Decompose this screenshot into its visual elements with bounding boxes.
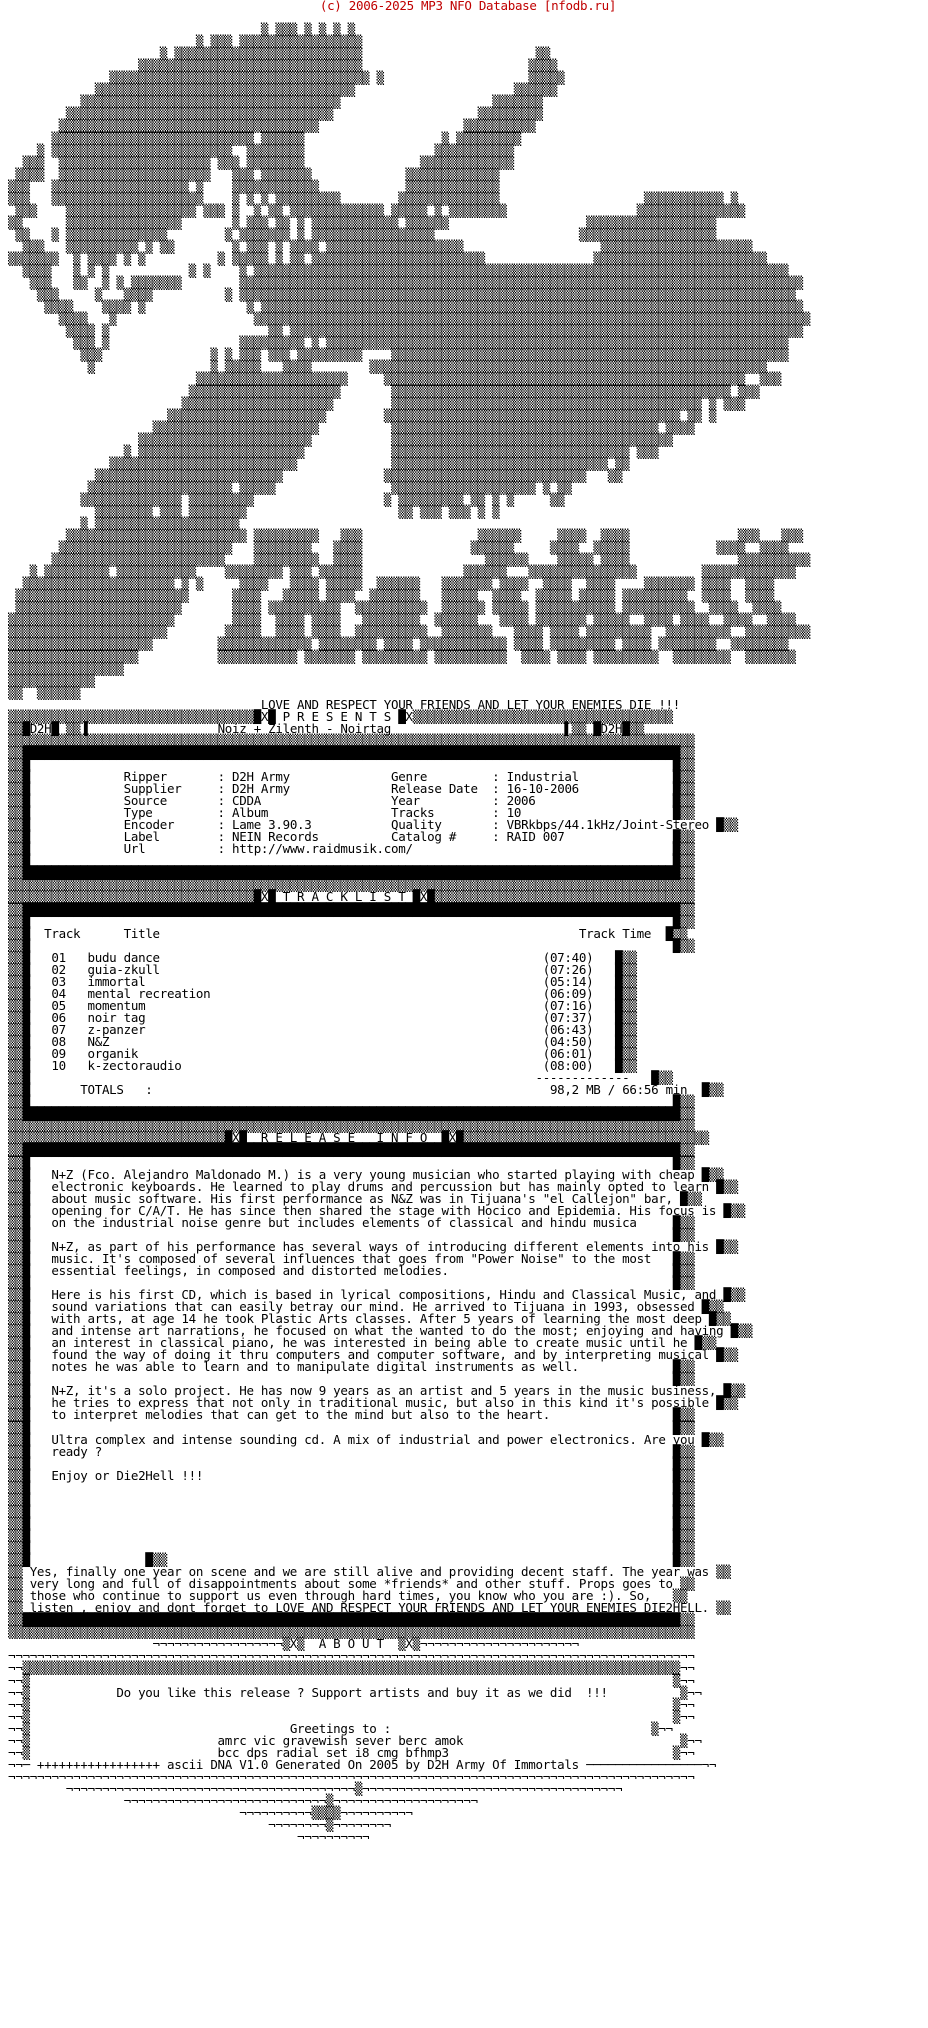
release-info-line: about music software. His first performance as N&Z was in Tijuana's "el Callejon" bar, — [51, 1190, 673, 1206]
release-info-line: found the way of doing it thru computers and computer software, and by interpreting musical — [51, 1347, 709, 1363]
closing-line: Yes, finally one year on scene and we are still alive and providing decent staff. The year was — [29, 1564, 709, 1580]
footer-text: ascii DNA V1.0 Generated On 2005 by D2H Army Of Immortals — [166, 1756, 579, 1772]
logo-line: ▒▒▒▒▒▒▒▒▒▒▒▒▒▒▒▒▒▒▒▒▒▒▒ ▒▒▒▒ ▒▒▒▒ ▒▒▒▒ ▒▒▒▒▒▒▒▒ ▒▒▒▒▒▒ ▒▒▒▒ ▒▒▒▒▒▒▒ ▒▒▒▒▒ ▒▒▒▒ ▒▒▒▒ ▒▒▒▒ ▒▒▒▒ — [8, 612, 796, 628]
logo-line: ▒▒▒▒ ▒ ▒ ▒ ▒ ▒ ▒ ▒▒▒▒▒▒▒▒▒▒▒▒▒▒▒▒▒▒▒▒▒▒▒▒▒▒▒▒▒▒▒▒▒▒▒▒▒▒▒▒▒▒▒▒▒▒▒▒▒▒▒▒▒▒▒▒▒▒▒▒▒▒▒▒▒▒▒▒▒▒▒▒▒▒ — [8, 263, 789, 279]
logo-line: ▒▒▒▒▒▒▒▒▒▒▒▒▒▒▒▒▒▒▒▒ ▒▒▒▒▒ ▒▒▒▒▒▒▒▒▒▒▒▒▒▒▒▒▒▒▒▒ ▒ ▒▒ — [8, 479, 572, 495]
track-row-07-time: (06:43) — [542, 1021, 594, 1037]
release-info-line: with arts, at age 14 he took Plastic Arts classes. After 5 years of learning the most deep — [51, 1311, 702, 1327]
tagline: LOVE AND RESPECT YOUR FRIENDS AND LET YOUR ENEMIES DIE !!! — [260, 696, 680, 712]
info-label-label: Label — [123, 829, 160, 845]
logo-line: ▒▒▒ ▒▒▒▒▒▒▒▒▒▒▒▒▒▒▒▒▒▒ ▒▒▒ ▒ ▒ ▒▒ ▒▒▒▒▒▒▒▒▒▒▒▒▒ ▒▒▒▒▒ ▒ ▒▒▒▒▒▒▒▒ ▒▒▒▒▒▒▒▒▒▒▒▒▒▒▒ — [8, 202, 746, 218]
release-info-line: N+Z, it's a solo project. He has now 9 years as an artist and 5 years in the music business, — [51, 1383, 717, 1399]
tracklist-header-title: Title — [123, 925, 160, 941]
group-tag-left: D2H — [29, 720, 52, 736]
release-info-line: sound variations that can easily betray our mind. He arrived to Tijuana in 1993, obsessed — [51, 1299, 695, 1315]
logo-line: ▒▒▒ ▒▒▒▒▒▒▒▒▒▒▒▒▒▒▒▒▒▒▒ ▒ ▒▒▒▒▒▒▒▒▒▒▒▒ ▒▒▒▒▒▒▒▒▒▒▒▒▒ — [8, 178, 500, 194]
presents-label: P R E S E N T S — [282, 708, 391, 724]
logo-line: ▒▒ ▒ ▒▒▒▒▒▒▒▒▒▒▒▒▒▒ ▒ ▒▒▒▒▒▒▒ ▒ ▒▒▒▒▒▒▒▒▒▒▒▒▒▒▒▒▒ ▒▒▒▒▒▒▒▒▒▒▒▒▒▒▒▒▒▒▒ — [8, 226, 717, 242]
info-year: 2006 — [506, 793, 536, 809]
logo-line: ▒▒▒ ▒ ▒▒▒▒▒▒▒▒▒ ▒ ▒▒▒▒▒▒▒▒▒▒▒▒▒▒▒▒▒▒▒▒▒▒▒▒▒▒▒▒▒▒▒▒▒▒▒▒▒▒▒▒▒▒▒▒▒▒▒▒▒▒▒▒▒▒▒▒▒▒▒▒▒▒▒▒ — [8, 335, 789, 351]
logo-line: ▒▒▒ ▒▒▒▒▒▒▒▒▒▒▒▒▒▒▒▒▒▒▒▒▒ ▒ ▒ ▒ ▒▒▒▒▒▒▒▒▒ ▒▒▒▒▒▒▒▒▒▒▒▒▒▒ ▒▒▒▒▒▒▒▒▒▒▒ ▒ — [8, 190, 738, 206]
track-row-08-title: N&Z — [87, 1034, 110, 1050]
logo-line: ▒▒▒▒▒▒▒▒▒▒▒▒▒▒▒▒▒▒▒▒▒▒▒▒▒▒▒▒▒▒▒▒▒▒▒▒ ▒▒▒▒▒▒▒ — [8, 94, 543, 110]
info-tracks: 10 — [506, 805, 522, 821]
logo-line: ▒▒▒▒▒▒▒▒ ▒▒▒ ▒▒▒▒▒▒▒▒ ▒▒ ▒▒▒ ▒▒▒ ▒ ▒ — [8, 503, 500, 519]
track-row-05-time: (07:16) — [542, 997, 594, 1013]
logo-line: ▒▒▒▒▒▒▒▒▒▒▒▒▒▒ ▒▒▒▒▒▒▒▒▒ ▒ ▒▒▒▒▒▒▒▒▒ ▒▒ ▒ ▒ ▒▒ — [8, 491, 565, 507]
track-row-01-title: budu dance — [87, 949, 160, 965]
about-label: A B O U T — [318, 1636, 384, 1652]
release-info-line: N+Z, as part of his performance has several ways of introducing different elements into his — [51, 1238, 709, 1254]
track-row-07-title: z-panzer — [87, 1021, 146, 1037]
track-row-06-number: 06 — [51, 1009, 66, 1025]
logo-line: ▒▒▒ ▒▒ ▒ ▒ ▒▒▒▒▒▒▒ ▒▒▒▒▒▒▒▒▒▒▒▒▒▒▒▒▒▒▒▒▒▒▒▒▒▒▒▒▒▒▒▒▒▒▒▒▒▒▒▒▒▒▒▒▒▒▒▒▒▒▒▒▒▒▒▒▒▒▒▒▒▒▒▒▒▒▒▒▒▒▒▒▒▒▒▒▒▒ — [8, 275, 803, 291]
info-type-label: Type — [123, 805, 153, 821]
logo-line: ▒▒ ▒▒▒▒▒▒▒▒▒▒▒▒▒▒▒▒ ▒ ▒▒▒ ▒▒ ▒ ▒▒▒▒▒▒▒▒▒▒▒▒ ▒▒▒▒▒▒ ▒▒▒▒▒▒▒▒▒▒▒▒▒▒▒▒▒▒ — [8, 214, 717, 230]
info-genre-label: Genre — [391, 769, 428, 784]
release-info-line: opening for C/A/T. He has since then shared the stage with Hocico and Epidemia. His focus is — [51, 1202, 717, 1218]
totals-label: TOTALS — [80, 1082, 124, 1098]
logo-line: ▒ ▒▒▒ ▒ ▒ ▒ ▒ — [8, 22, 355, 38]
logo-line: ▒▒▒▒▒▒▒▒▒▒▒▒▒▒▒▒▒▒▒▒▒ ▒▒▒▒▒▒▒▒▒▒▒▒▒▒▒▒▒▒▒▒▒▒▒▒▒▒▒▒▒▒▒▒▒▒▒▒▒▒▒▒▒▒▒▒▒▒▒▒▒▒ ▒▒▒ — [8, 371, 782, 387]
logo-line: ▒▒▒▒▒▒▒▒▒▒▒▒▒▒▒▒▒▒▒▒▒▒▒▒▒▒ ▒▒▒▒▒▒▒▒▒▒▒▒▒▒▒▒▒▒▒▒▒▒▒▒▒▒▒▒ ▒▒ — [8, 467, 623, 483]
release-title: Noiz + Zilenth - Noirtag — [217, 720, 391, 736]
greetings-line-2: bcc dps radial set i8 cmg bfhmp3 — [217, 1744, 449, 1760]
release-info-line: Here is his first CD, which is based in lyrical compositions, Hindu and Classical Music, and — [51, 1287, 717, 1303]
logo-line: ▒▒▒▒▒▒▒▒▒▒▒▒▒▒▒▒▒▒▒▒▒▒▒▒ ▒▒▒▒▒▒▒▒▒▒▒▒▒▒▒▒▒▒▒▒▒▒▒▒▒▒▒▒▒▒▒▒▒▒▒▒▒▒▒ — [8, 431, 673, 447]
track-row-09-number: 09 — [51, 1046, 66, 1062]
track-row-03-number: 03 — [51, 973, 66, 989]
info-year-label: Year — [390, 793, 420, 809]
track-row-04-title: mental recreation — [87, 985, 211, 1001]
logo-line: ▒▒▒▒▒▒▒▒▒▒▒▒▒▒▒▒▒▒▒▒▒▒▒▒ ▒▒▒▒ ▒▒▒▒▒ ▒▒▒▒ ▒▒▒▒▒▒▒ ▒▒▒▒▒ ▒▒▒▒ ▒▒▒▒▒ ▒▒▒▒▒ ▒▒▒▒▒▒▒▒▒ ▒▒▒▒ ▒▒▒▒ — [8, 588, 774, 604]
logo-line: ▒▒▒▒▒▒▒▒▒▒▒▒▒▒▒▒▒▒▒▒▒▒▒▒▒▒▒▒ ▒▒▒▒▒▒ ▒ ▒▒▒▒▒▒▒▒▒ — [8, 130, 522, 146]
logo-line: ▒▒▒▒ ▒▒▒▒ ▒ ▒ ▒▒▒▒▒▒▒▒▒▒▒▒▒▒▒▒▒▒▒▒▒▒▒▒▒▒▒▒▒▒▒▒▒▒▒▒▒▒▒▒▒▒▒▒▒▒▒▒▒▒▒▒▒▒▒▒▒▒▒▒▒▒▒▒▒▒▒▒▒▒▒▒▒▒▒ — [8, 299, 803, 315]
track-row-06-time: (07:37) — [542, 1009, 594, 1025]
logo-line: ▒▒▒▒▒▒▒▒▒▒▒▒▒▒▒▒▒▒▒▒▒▒▒▒▒▒▒▒▒▒▒▒▒▒▒▒ ▒▒▒▒▒▒ — [8, 82, 558, 98]
logo-line: ▒▒▒▒▒▒▒▒▒▒▒▒▒▒▒▒▒▒▒▒▒▒▒▒▒▒▒▒▒▒▒▒▒▒▒▒ ▒ ▒▒▒▒▒ — [8, 70, 565, 86]
logo-line: ▒▒▒▒▒▒▒▒▒▒▒▒▒▒▒▒▒▒ ▒▒▒▒▒▒▒▒▒▒▒ ▒▒▒▒▒▒▒ ▒▒▒▒▒▒▒▒▒ ▒▒▒▒▒▒▒▒▒▒ ▒▒▒▒ ▒▒▒▒ ▒▒▒▒▒▒▒▒▒ ▒▒▒▒▒▒▒▒ ▒▒▒▒▒▒▒ — [8, 648, 796, 664]
logo-line: ▒▒▒▒▒▒▒▒▒▒▒▒▒▒▒▒ — [8, 660, 124, 676]
track-row-04-number: 04 — [51, 985, 66, 1001]
logo-line: ▒ ▒▒▒▒▒▒▒▒▒▒▒▒▒▒▒▒▒▒▒▒▒▒▒ ▒▒▒▒▒▒▒▒▒▒▒▒▒▒▒▒▒▒▒▒▒▒▒▒▒▒▒▒▒▒▒▒▒ ▒▒▒ — [8, 443, 659, 459]
release-info-line: an interest in classical piano, he was interested in being able to create music until he — [51, 1335, 688, 1351]
greetings-line-1: amrc vic gravewish sever berc amok — [217, 1732, 464, 1748]
nfo-document: (c) 2006-2025 MP3 NFO Database [nfodb.ru] ▒ ▒▒▒ ▒ ▒ ▒ ▒ ▒ ▒▒▒ ▒▒▒▒▒▒▒▒▒▒▒▒▒▒▒▒▒ ▒ ▒▒▒▒▒▒▒▒▒▒▒▒▒▒▒▒▒▒▒▒▒▒▒▒▒▒ ▒▒ ▒▒▒▒▒▒▒▒▒▒▒▒▒▒▒▒▒▒▒▒▒▒▒▒▒▒▒▒▒▒▒ ▒▒▒▒ ▒▒▒▒▒▒▒▒▒▒▒▒▒▒▒▒▒▒▒▒▒▒▒▒▒▒▒▒▒▒▒▒▒▒▒▒ ▒ ▒▒▒▒▒ ▒▒▒▒▒▒▒▒▒▒▒▒▒▒▒▒▒▒▒▒▒▒▒▒▒▒▒▒▒▒▒▒▒▒▒▒ ▒▒▒▒▒▒ ▒▒▒▒▒▒▒▒▒▒▒▒▒▒▒▒▒▒▒▒▒▒▒▒▒▒▒▒▒▒▒▒▒▒▒▒ ▒▒▒▒▒▒▒ ▒▒▒▒▒▒▒▒▒▒▒▒▒▒▒▒▒▒▒▒▒▒▒▒▒▒▒▒▒▒▒▒▒▒▒▒▒ ▒▒▒▒▒▒▒▒▒ ▒▒▒▒▒▒▒▒▒▒▒▒▒▒▒▒▒▒▒▒▒▒▒▒▒▒▒▒▒▒▒▒▒▒▒▒ ▒▒▒▒▒▒▒▒▒▒ ▒▒▒▒▒▒▒▒▒▒▒▒▒▒▒▒▒▒▒▒▒▒▒▒▒▒▒▒ ▒▒▒▒▒▒ ▒ ▒▒▒▒▒▒▒▒▒ ▒ ▒▒▒▒▒▒▒▒▒▒▒▒▒▒▒▒▒▒▒▒▒▒▒▒▒ ▒▒▒▒▒▒▒▒ ▒▒▒▒▒▒▒▒▒▒▒ ▒▒▒ ▒▒▒▒▒▒▒▒▒▒▒▒▒▒▒▒▒▒▒▒▒ ▒▒▒ ▒▒▒▒▒▒▒▒ ▒▒▒▒▒▒▒▒▒▒▒▒▒ ▒▒▒▒ ▒▒▒▒▒▒▒▒▒▒▒▒▒▒▒▒▒▒▒▒▒ ▒▒▒ ▒▒▒▒▒▒▒ ▒▒▒▒▒▒▒▒▒▒▒▒▒ ▒▒▒ ▒▒▒▒▒▒▒▒▒▒▒▒▒▒▒▒▒▒▒ ▒ ▒▒▒▒▒▒▒▒▒▒▒▒ ▒▒▒▒▒▒▒▒▒▒▒▒▒ ▒▒▒ ▒▒▒▒▒▒▒▒▒▒▒▒▒▒▒▒▒▒▒▒▒ ▒ ▒ ▒ ▒▒▒▒▒▒▒▒▒ ▒▒▒▒▒▒▒▒▒▒▒▒▒▒ ▒▒▒▒▒▒▒▒▒▒▒ ▒ ▒▒▒ ▒▒▒▒▒▒▒▒▒▒▒▒▒▒▒▒▒▒ ▒▒▒ ▒ ▒ ▒▒ ▒▒▒▒▒▒▒▒▒▒▒▒▒ ▒▒▒▒▒ ▒ ▒▒▒▒▒▒▒▒ ▒▒▒▒▒▒▒▒▒▒▒▒▒▒▒ ▒▒ ▒▒▒▒▒▒▒▒▒▒▒▒▒▒▒▒ ▒ ▒▒▒ ▒▒ ▒ ▒▒▒▒▒▒▒▒▒▒▒▒ ▒▒▒▒▒▒ ▒▒▒▒▒▒▒▒▒▒▒▒▒▒▒▒▒▒ ▒▒ ▒ ▒▒▒▒▒▒▒▒▒▒▒▒▒▒ ▒ ▒▒▒▒▒▒▒ ▒ ▒▒▒▒▒▒▒▒▒▒▒▒▒▒▒▒▒ ▒▒▒▒▒▒▒▒▒▒▒▒▒▒▒▒▒▒▒ ▒▒▒ ▒▒▒▒▒▒▒▒▒▒ ▒ ▒▒ ▒ ▒▒▒ ▒ ▒▒▒▒ ▒▒▒▒▒▒▒▒▒▒▒▒▒▒▒▒▒▒▒ ▒▒▒▒▒▒▒▒▒▒▒▒▒▒▒▒▒▒▒▒▒ ▒▒▒▒▒▒▒ ▒ ▒▒▒▒ ▒ ▒ ▒ ▒▒▒▒▒ ▒ ▒▒ ▒▒▒▒▒▒▒▒▒▒▒▒▒▒▒▒▒▒▒▒▒▒▒▒ ▒▒▒▒▒▒▒▒▒▒▒▒▒▒▒▒▒▒▒▒▒▒▒▒ ▒▒▒▒ ▒ ▒ ▒ ▒ ▒ ▒ ▒▒▒▒▒▒▒▒▒▒▒▒▒▒▒▒▒▒▒▒▒▒▒▒▒▒▒▒▒▒▒▒▒▒▒▒▒▒▒▒▒▒▒▒▒▒▒▒▒▒▒▒▒▒▒▒▒▒▒▒▒▒▒▒▒▒▒▒▒▒▒▒▒▒ ▒▒▒ ▒▒ ▒ ▒ ▒▒▒▒▒▒▒ ▒▒▒▒▒▒▒▒▒▒▒▒▒▒▒▒▒▒▒▒▒▒▒▒▒▒▒▒▒▒▒▒▒▒▒▒▒▒▒▒▒▒▒▒▒▒▒▒▒▒▒▒▒▒▒▒▒▒▒▒▒▒▒▒▒▒▒▒▒▒▒▒▒▒▒▒▒▒ ▒▒▒ ▒ ▒▒▒▒ ▒ ▒▒▒▒▒▒▒▒▒▒▒▒▒▒▒▒▒▒▒▒▒▒▒▒▒▒▒▒▒▒▒▒▒▒▒▒▒▒▒▒▒▒▒▒▒▒▒▒▒▒▒▒▒▒▒▒▒▒▒▒▒▒▒▒▒▒▒▒▒▒▒▒▒▒▒▒▒ ▒▒▒▒ ▒▒▒▒ ▒ ▒ ▒▒▒▒▒▒▒▒▒▒▒▒▒▒▒▒▒▒▒▒▒▒▒▒▒▒▒▒▒▒▒▒▒▒▒▒▒▒▒▒▒▒▒▒▒▒▒▒▒▒▒▒▒▒▒▒▒▒▒▒▒▒▒▒▒▒▒▒▒▒▒▒▒▒▒ ▒▒▒▒ ▒ ▒▒▒▒▒▒▒▒▒▒▒▒▒▒▒▒▒▒▒▒▒▒▒▒▒▒▒▒▒▒▒▒▒▒▒▒▒▒▒▒▒▒▒▒▒▒▒▒▒▒▒▒▒▒▒▒▒▒▒▒▒▒▒▒▒▒▒▒▒▒▒▒▒▒▒▒▒ ▒▒▒▒ ▒ ▒▒ ▒▒▒▒▒▒▒▒▒▒▒▒▒▒▒▒▒▒▒▒▒▒▒▒▒▒▒▒▒▒▒▒▒▒▒▒▒▒▒▒▒▒▒▒▒▒▒▒▒▒▒▒▒▒▒▒▒▒▒▒▒▒▒▒▒▒▒▒▒▒▒ ▒▒▒ ▒ ▒▒▒▒▒▒▒▒▒ ▒ ▒▒▒▒▒▒▒▒▒▒▒▒▒▒▒▒▒▒▒▒▒▒▒▒▒▒▒▒▒▒▒▒▒▒▒▒▒▒▒▒▒▒▒▒▒▒▒▒▒▒▒▒▒▒▒▒▒▒▒▒▒▒▒▒ ▒▒▒ ▒ ▒ ▒▒▒ ▒▒▒ ▒▒▒▒▒▒▒▒▒ ▒▒▒▒▒▒▒▒▒▒▒▒▒▒▒▒▒▒▒▒▒▒▒▒▒▒▒▒▒▒▒▒▒▒▒▒▒▒▒▒▒▒▒▒▒▒▒▒▒▒▒▒▒▒▒ ▒ ▒ ▒▒▒▒▒ ▒▒▒▒ ▒▒▒▒▒▒▒▒▒▒▒▒▒▒▒▒▒▒▒▒▒▒▒▒▒▒▒▒▒▒▒▒▒▒▒▒▒▒▒▒▒▒▒▒▒▒▒▒▒▒▒▒▒▒▒ ▒▒▒▒▒▒▒▒▒▒▒▒▒▒▒▒▒▒▒▒▒ ▒▒▒▒▒▒▒▒▒▒▒▒▒▒▒▒▒▒▒▒▒▒▒▒▒▒▒▒▒▒▒▒▒▒▒▒▒▒▒▒▒▒▒▒▒▒▒▒▒▒ ▒▒▒ ▒▒▒▒▒▒▒▒▒▒▒▒▒▒▒▒▒▒▒▒▒ ▒▒▒▒▒▒▒▒▒▒▒▒▒▒▒▒▒▒▒▒▒▒▒▒▒▒▒▒▒▒▒▒▒▒▒▒▒▒▒▒▒▒▒▒▒▒▒ ▒▒▒ ▒▒▒▒▒▒▒▒▒▒▒▒▒▒▒▒▒▒▒▒▒ ▒▒▒▒▒▒▒▒▒▒▒▒▒▒▒▒▒▒▒▒▒▒▒▒▒▒▒▒▒▒▒▒▒▒▒▒▒▒▒▒▒▒▒ ▒ ▒▒▒ ▒▒▒▒▒▒▒▒▒▒▒▒▒▒▒▒▒▒▒▒▒▒ ▒▒▒▒▒▒▒▒▒▒▒▒▒▒▒▒▒▒▒▒▒▒▒▒▒▒▒▒▒▒▒▒▒▒▒▒▒▒▒▒▒ ▒▒ ▒ ▒▒▒▒▒▒▒▒▒▒▒▒▒▒▒▒▒▒▒▒▒▒▒ ▒▒▒▒▒▒▒▒▒▒▒▒▒▒▒▒▒▒▒▒▒▒▒▒▒▒▒▒▒▒▒▒▒▒▒▒▒ ▒▒▒▒ ▒▒▒▒▒▒▒▒▒▒▒▒▒▒▒▒▒▒▒▒▒▒▒▒ ▒▒▒▒▒▒▒▒▒▒▒▒▒▒▒▒▒▒▒▒▒▒▒▒▒▒▒▒▒▒▒▒▒▒▒▒▒▒▒ ▒ ▒▒▒▒▒▒▒▒▒▒▒▒▒▒▒▒▒▒▒▒▒▒▒ ▒▒▒▒▒▒▒▒▒▒▒▒▒▒▒▒▒▒▒▒▒▒▒▒▒▒▒▒▒▒▒▒▒ ▒▒▒ ▒▒▒▒▒▒▒▒▒▒▒▒▒▒▒▒▒▒▒▒▒▒▒▒▒▒ ▒▒▒▒▒▒▒▒▒▒▒▒▒▒▒▒▒▒▒▒▒▒▒▒▒▒▒▒▒▒ ▒▒ ▒▒▒▒▒▒▒▒▒▒▒▒▒▒▒▒▒▒▒▒▒▒▒▒▒▒ ▒▒▒▒▒▒▒▒▒▒▒▒▒▒▒▒▒▒▒▒▒▒▒▒▒▒▒▒ ▒▒ ▒▒▒▒▒▒▒▒▒▒▒▒▒▒▒▒▒▒▒▒ ▒▒▒▒▒ ▒▒▒▒▒▒▒▒▒▒▒▒▒▒▒▒▒▒▒▒ ▒ ▒▒ ▒▒▒▒▒▒▒▒▒▒▒▒▒▒ ▒▒▒▒▒▒▒▒▒ ▒ ▒▒▒▒▒▒▒▒▒ ▒▒ ▒ ▒ ▒▒ ▒▒▒▒▒▒▒▒ ▒▒▒ ▒▒▒▒▒▒▒▒ ▒▒ ▒▒▒ ▒▒▒ ▒ ▒ ▒ ▒▒▒▒▒▒▒▒▒▒▒▒▒▒▒▒▒▒▒▒ ▒▒▒▒▒▒▒▒▒▒▒▒▒▒▒▒▒▒▒▒▒▒▒▒▒ ▒▒▒▒▒▒▒▒▒ ▒▒▒ ▒▒▒▒▒▒ ▒▒▒▒ ▒▒▒▒ ▒▒▒ ▒▒▒ ▒▒▒▒▒▒▒▒▒▒▒▒▒▒▒▒▒▒▒▒▒▒▒▒ ▒▒▒▒▒▒▒▒ ▒▒▒▒ ▒▒▒▒▒▒ ▒▒▒▒ ▒▒▒▒▒ ▒▒▒▒ ▒▒▒▒ ▒▒▒▒▒▒▒▒▒▒▒▒▒▒▒▒▒▒▒▒▒▒▒▒ ▒▒▒▒▒▒▒▒▒ ▒▒▒▒ ▒▒▒▒▒▒ ▒▒▒▒▒ ▒▒▒▒ ▒▒▒▒▒▒▒▒▒▒ ▒ ▒▒▒▒▒▒▒▒▒ ▒▒▒▒▒▒▒▒▒▒▒ ▒▒▒▒▒▒▒▒ ▒▒▒ ▒▒▒▒▒▒ ▒▒▒▒▒▒ ▒▒▒▒▒▒▒▒▒▒▒▒▒▒▒ ▒▒▒▒▒▒▒▒▒▒▒▒▒ ▒▒▒▒▒▒▒▒▒▒▒▒▒▒▒▒▒▒▒▒▒ ▒ ▒ ▒▒▒▒ ▒▒▒▒ ▒▒▒▒▒ ▒▒▒▒▒▒ ▒▒▒▒▒▒▒ ▒▒▒▒ ▒▒▒▒ ▒▒▒▒ ▒▒▒▒▒▒▒ ▒▒▒▒ ▒▒▒▒ ▒▒▒▒▒▒▒▒▒▒▒▒▒▒▒▒▒▒▒▒▒▒▒▒ ▒▒▒▒ ▒▒▒▒▒ ▒▒▒▒ ▒▒▒▒▒▒▒ ▒▒▒▒▒ ▒▒▒▒ ▒▒▒▒▒ ▒▒▒▒▒ ▒▒▒▒▒▒▒▒▒ ▒▒▒▒ ▒▒▒▒ ▒▒▒▒▒▒▒▒▒▒▒▒▒▒▒▒▒▒▒▒▒▒▒ ▒▒▒▒ ▒▒▒▒▒▒▒▒▒▒ ▒▒▒▒▒▒▒▒▒▒ ▒▒▒▒▒▒ ▒▒▒▒▒ ▒▒▒▒▒▒▒▒▒▒▒ ▒▒▒▒▒▒▒▒▒▒ ▒▒▒▒ ▒▒▒▒ ▒▒▒▒▒▒▒▒▒▒▒▒▒▒▒▒▒▒▒▒▒▒▒ ▒▒▒▒ ▒▒▒▒ ▒▒▒▒ ▒▒▒▒▒▒▒▒ ▒▒▒▒▒▒ ▒▒▒▒ ▒▒▒▒▒▒▒ ▒▒▒▒▒ ▒▒▒▒ ▒▒▒▒ ▒▒▒▒ ▒▒▒▒ ▒▒▒▒▒▒▒▒▒▒▒▒▒▒▒▒▒▒▒▒▒▒ ▒▒▒▒▒ ▒▒▒▒ ▒▒▒▒ ▒▒▒▒▒▒▒▒▒▒ ▒▒▒▒▒▒▒ ▒▒▒▒ ▒▒▒▒ ▒▒▒▒▒▒▒▒▒ ▒▒▒▒▒▒▒▒▒ ▒▒▒▒▒▒▒▒▒ ▒▒▒▒▒▒▒▒▒▒▒▒▒▒▒▒▒▒▒▒ ▒▒▒▒▒▒▒▒▒▒▒▒▒ ▒▒▒▒▒▒▒▒ ▒▒▒▒ ▒▒▒▒▒▒▒▒▒▒▒▒ ▒▒▒▒ ▒▒▒▒▒▒▒▒▒ ▒▒▒▒ ▒▒▒▒▒▒▒▒ ▒▒▒▒▒▒▒▒ ▒▒▒▒▒▒▒▒▒▒▒▒▒▒▒▒▒▒ ▒▒▒▒▒▒▒▒▒▒▒ ▒▒▒▒▒▒▒ ▒▒▒▒▒▒▒▒▒ ▒▒▒▒▒▒▒▒▒▒ ▒▒▒▒ ▒▒▒▒ ▒▒▒▒▒▒▒▒▒ ▒▒▒▒▒▒▒▒ ▒▒▒▒▒▒▒ ▒▒▒▒▒▒▒▒▒▒▒▒▒▒▒▒ ▒▒▒▒▒▒▒▒▒▒▒▒ ▒▒ ▒▒▒▒▒▒ LOVE AND RESPECT YOUR FRIENDS AND LET YOUR ENEMIES DIE !!! ▒▒▒▒▒▒▒▒▒▒▒▒▒▒▒▒▒▒▒▒▒▒▒▒▒▒▒▒▒▒▒▒▒▒█X█ P R E S E N T S █X▒▒▒▒▒▒▒▒▒▒▒▒▒▒▒▒▒▒▒▒▒▒▒▒▒▒▒▒▒▒▒▒▒▒▒▒ ▒▒█D2H█ ▒▒▐ Noiz + Zilenth - Noirtag ▌▒▒ █D2H█▒▒ ▒▒▒▒▒▒▒▒▒▒▒▒▒▒▒▒▒▒▒▒▒▒▒▒▒▒▒▒▒▒▒▒▒▒▒▒▒▒▒▒▒▒▒▒▒▒▒▒▒▒▒▒▒▒▒▒▒▒▒▒▒▒▒▒▒▒▒▒▒▒▒▒▒▒▒▒▒▒▒▒▒▒▒▒▒▒▒▒▒▒▒▒▒▒▒ ▒▒███████████████████████████████████████████████████████████████████████████████████████████▒▒ ▒▒█ █▒▒ ▒▒█ Ripper : D2H Army Genre : Industrial █▒▒ ▒▒█ Supplier : D2H Army Release Date : 16-10-2006 █▒▒ ▒▒█ Source : CDDA Year : 2006 █▒▒ ▒▒█ Type : Album Tracks : 10 █▒▒ ▒▒█ Encoder : Lame 3.90.3 Quality : VBRkbps/44.1kHz/Joint-Stereo █▒▒ ▒▒█ Label : NEIN Records Catalog # : RAID 007 █▒▒ ▒▒█ Url : http://www.raidmusik.com/ █▒▒ ▒▒█ █▒▒ ▒▒███████████████████████████████████████████████████████████████████████████████████████████▒▒ ▒▒▒▒▒▒▒▒▒▒▒▒▒▒▒▒▒▒▒▒▒▒▒▒▒▒▒▒▒▒▒▒▒▒▒▒▒▒▒▒▒▒▒▒▒▒▒▒▒▒▒▒▒▒▒▒▒▒▒▒▒▒▒▒▒▒▒▒▒▒▒▒▒▒▒▒▒▒▒▒▒▒▒▒▒▒▒▒▒▒▒▒▒▒▒ ▒▒▒▒▒▒▒▒▒▒▒▒▒▒▒▒▒▒▒▒▒▒▒▒▒▒▒▒▒▒▒▒▒▒█X█ T R A C K L I S T █X█▒▒▒▒▒▒▒▒▒▒▒▒▒▒▒▒▒▒▒▒▒▒▒▒▒▒▒▒▒▒▒▒▒▒▒▒ ▒▒███████████████████████████████████████████████████████████████████████████████████████████▒▒ ▒▒█ █▒▒ ▒▒█ Track Title Track Time █▒▒ ▒▒█ █▒▒ ▒▒█ 01 budu dance (07:40) █▒▒ ▒▒█ 02 guia-zkull (07:26) █▒▒ ▒▒█ 03 immortal (05:14) █▒▒ ▒▒█ 04 mental recreation (06:09) █▒▒ ▒▒█ 05 momentum (07:16) █▒▒ ▒▒█ 06 noir tag (07:37) █▒▒ ▒▒█ 07 z-panzer (06:43) █▒▒ ▒▒█ 08 N&Z (04:50) █▒▒ ▒▒█ 09 organik (06:01) █▒▒ ▒▒█ 10 k-zectoraudio (08:00) █▒▒ ▒▒█ ------------- █▒▒ ▒▒█ TOTALS : 98,2 MB / 66:56 min █▒▒ ▒▒█ █▒▒ ▒▒███████████████████████████████████████████████████████████████████████████████████████████▒▒ ▒▒▒▒▒▒▒▒▒▒▒▒▒▒▒▒▒▒▒▒▒▒▒▒▒▒▒▒▒▒▒▒▒▒▒▒▒▒▒▒▒▒▒▒▒▒▒▒▒▒▒▒▒▒▒▒▒▒▒▒▒▒▒▒▒▒▒▒▒▒▒▒▒▒▒▒▒▒▒▒▒▒▒▒▒▒▒▒▒▒▒▒▒▒▒ ▒▒▒▒▒▒▒▒▒▒▒▒▒▒▒▒▒▒▒▒▒▒▒▒▒▒▒▒▒▒█X█ R E L E A S E I N F O █X█▒▒▒▒▒▒▒▒▒▒▒▒▒▒▒▒▒▒▒▒▒▒▒▒▒▒▒▒▒▒▒▒▒▒ ▒▒███████████████████████████████████████████████████████████████████████████████████████████▒▒ ▒▒█ █▒▒ ▒▒█ N+Z (Fco. Alejandro Maldonado M.) is a very young musician who started playing with cheap █▒▒ ▒▒█ electronic keyboards. He learned to play drums and percussion but has mainly opted to learn █▒▒ ▒▒█ about music software. His first performance as N&Z was in Tijuana's "el Callejon" bar, █▒▒ ▒▒█ opening for C/A/T. He has since then shared the stage with Hocico and Epidemia. His focus is █▒▒ ▒▒█ on the industrial noise genre but includes elements of classical and hindu musica █▒▒ ▒▒█ █▒▒ ▒▒█ N+Z, as part of his performance has several ways of introducing different elements into his █▒▒ ▒▒█ music. It's composed of several influences that goes from "Power Noise" to the most █▒▒ ▒▒█ essential feelings, in composed and distorted melodies. █▒▒ ▒▒█ █▒▒ ▒▒█ Here is his first CD, which is based in lyrical compositions, Hindu and Classical Music, and █▒▒ ▒▒█ sound variations that can easily betray our mind. He arrived to Tijuana in 1993, obsessed █▒▒ ▒▒█ with arts, at age 14 he took Plastic Arts classes. After 5 years of learning the most deep █▒▒ ▒▒█ and intense art narrations, he focused on what the wanted to do the most; enjoying and having █▒▒ ▒▒█ an interest in classical piano, he was interested in being able to create music until he █▒▒ ▒▒█ found the way of doing it thru computers and computer software, and by interpreting musical █▒▒ ▒▒█ notes he was able to learn and to manipulate digital instruments as well. █▒▒ ▒▒█ █▒▒ ▒▒█ N+Z, it's a solo project. He has now 9 years as an artist and 5 years in the music business, █▒▒ ▒▒█ he tries to express that not only in traditional music, but also in this kind it's possible █▒▒ ▒▒█ to interpret melodies that can get to the mind but also to the heart. █▒▒ ▒▒█ █▒▒ ▒▒█ Ultra complex and intense sounding cd. A mix of industrial and power electronics. Are you █▒▒ ▒▒█ ready ? █▒▒ ▒▒█ █▒▒ ▒▒█ Enjoy or Die2Hell !!! █▒▒ ▒▒█ █▒▒ ▒▒█ █▒▒ ▒▒█ █▒▒ ▒▒█ █▒▒ ▒▒█ █▒▒ ▒▒█ █▒▒ ▒▒█ █▒▒ █▒▒ ▒▒ Yes, finally one year on scene and we are still alive and providing decent staff. The year was ▒▒ ▒▒ very long and full of disappointments about some *friends* and other stuff. Props goes to ▒▒ ▒▒ those who continue to support us even through hard times, you know who you are :). So, ▒▒ ▒▒ listen , enjoy and dont forget to LOVE AND RESPECT YOUR FRIENDS AND LET YOUR ENEMIES DIE2HELL. ▒▒ ▒▒███████████████████████████████████████████████████████████████████████████████████████████▒▒ ▒▒▒▒▒▒▒▒▒▒▒▒▒▒▒▒▒▒▒▒▒▒▒▒▒▒▒▒▒▒▒▒▒▒▒▒▒▒▒▒▒▒▒▒▒▒▒▒▒▒▒▒▒▒▒▒▒▒▒▒▒▒▒▒▒▒▒▒▒▒▒▒▒▒▒▒▒▒▒▒▒▒▒▒▒▒▒▒▒▒▒▒▒▒▒ ¬¬¬¬¬¬¬¬¬¬¬¬¬¬¬¬¬¬▒X▒ A B O U T ▒X▒¬¬¬¬¬¬¬¬¬¬¬¬¬¬¬¬¬¬¬¬¬¬ ¬¬¬¬¬¬¬¬¬¬¬¬¬¬¬¬¬¬¬¬¬¬¬¬¬¬¬¬¬¬¬¬¬¬¬¬¬¬¬¬¬¬¬¬¬¬¬¬¬¬¬¬¬¬¬¬¬¬¬¬¬¬¬¬¬¬¬¬¬¬¬¬¬¬¬¬¬¬¬¬¬¬¬¬¬¬¬¬¬¬¬¬¬¬¬ ¬¬▒▒▒▒▒▒▒▒▒▒▒▒▒▒▒▒▒▒▒▒▒▒▒▒▒▒▒▒▒▒▒▒▒▒▒▒▒▒▒▒▒▒▒▒▒▒▒▒▒▒▒▒▒▒▒▒▒▒▒▒▒▒▒▒▒▒▒▒▒▒▒▒▒▒▒▒▒▒▒▒▒▒▒▒▒▒▒▒▒▒▒¬¬ ¬¬▒ ▒¬¬ ¬¬▒ Do you like this release ? Support artists and buy it as we did !!! ▒¬¬ ¬¬▒ ▒¬¬ ¬¬▒ ▒¬¬ ¬¬▒ Greetings to : ▒¬¬ ¬¬▒ amrc vic gravewish sever berc amok ▒¬¬ ¬¬▒ bcc dps radial set i8 cmg bfhmp3 ▒¬¬ ¬¬─ +++++++++++++++++ ascii DNA V1.0 Generated On 2005 by D2H Army Of Immortals ────────────────¬¬ ¬¬¬¬¬¬¬¬¬¬¬¬¬¬¬¬¬¬¬¬¬¬¬¬¬¬¬¬¬¬¬¬¬¬¬¬¬¬¬¬¬¬¬¬¬¬¬¬¬¬¬¬¬¬¬¬¬¬¬¬¬¬¬¬¬¬¬¬¬¬¬¬¬¬¬¬¬¬¬¬¬¬¬¬¬¬¬¬¬¬¬¬¬¬¬ ¬¬¬¬¬¬¬¬¬¬¬¬¬¬¬¬¬¬¬¬¬¬¬¬¬¬¬¬¬¬¬¬¬¬¬¬¬¬¬¬▒¬¬¬¬¬¬¬¬¬¬¬¬¬¬¬¬¬¬¬¬¬¬¬¬¬¬¬¬¬¬¬¬¬¬¬¬ ¬¬¬¬¬¬¬¬¬¬¬¬¬¬¬¬¬¬¬¬¬¬¬¬¬¬¬¬▒¬¬¬¬¬¬¬¬¬¬¬¬¬¬¬¬¬¬¬¬ ¬¬¬¬¬¬¬¬¬¬▒▒▒▒¬¬¬¬¬¬¬¬¬¬ ¬¬¬¬¬¬¬¬▒¬¬¬¬¬¬¬¬ ¬¬¬¬¬¬¬¬¬¬ — [0, 0, 928, 1843]
logo-line: ▒ ▒▒▒▒▒▒▒▒▒▒▒▒▒▒▒▒▒▒▒▒▒▒▒▒▒ ▒▒▒▒▒▒▒▒ ▒▒▒▒▒▒▒▒▒▒▒ — [8, 142, 514, 158]
logo-line: ▒▒ ▒▒▒▒▒▒ — [8, 684, 81, 700]
release-info-line: electronic keyboards. He learned to play drums and percussion but has mainly opted to learn — [51, 1178, 709, 1194]
logo-line: ▒▒▒▒▒▒▒▒▒▒▒▒▒▒▒▒▒▒▒▒▒▒ ▒▒▒▒▒ ▒▒▒▒ ▒▒▒▒ ▒▒▒▒▒▒▒▒▒▒ ▒▒▒▒▒▒▒ ▒▒▒▒ ▒▒▒▒ ▒▒▒▒▒▒▒▒▒ ▒▒▒▒▒▒▒▒▒ ▒▒▒▒▒▒▒▒▒ — [8, 624, 811, 640]
release-info-line: on the industrial noise genre but includes elements of classical and hindu musica — [51, 1214, 637, 1230]
info-url: http://www.raidmusik.com/ — [232, 841, 413, 857]
info-supplier-label: Supplier — [123, 781, 182, 797]
track-row-07-number: 07 — [51, 1021, 66, 1037]
logo-line: ▒ ▒▒▒ ▒▒▒▒▒▒▒▒▒▒▒▒▒▒▒▒▒ — [8, 34, 363, 50]
logo-line: ▒▒▒ ▒▒▒▒▒▒▒▒▒▒▒▒▒▒▒▒▒▒▒▒▒ ▒▒▒ ▒▒▒▒▒▒▒▒ ▒▒▒▒▒▒▒▒▒▒▒▒▒ — [8, 154, 514, 170]
info-supplier: D2H Army — [232, 781, 290, 797]
info-catalog-label: Catalog # — [391, 829, 457, 845]
track-row-08-number: 08 — [51, 1034, 66, 1050]
tracklist-label: T R A C K L I S T — [282, 889, 406, 905]
logo-line: ▒▒▒▒▒▒▒▒▒▒▒▒▒▒▒▒▒▒▒▒▒▒▒▒▒▒ ▒▒▒▒▒▒▒▒▒▒▒▒▒▒▒▒▒▒▒▒▒▒▒▒▒▒▒▒▒▒ ▒▒ — [8, 455, 630, 471]
track-row-01-time: (07:40) — [542, 949, 594, 965]
release-info-line: Enjoy or Die2Hell !!! — [51, 1467, 204, 1483]
release-info-line: ready ? — [51, 1443, 102, 1459]
release-info-line: notes he was able to learn and to manipulate digital instruments as well. — [51, 1359, 579, 1375]
logo-line: ▒▒▒▒▒▒▒▒▒▒▒▒▒▒▒▒▒▒▒▒▒ ▒▒▒▒▒▒▒▒▒▒▒▒▒▒▒▒▒▒▒▒▒▒▒▒▒▒▒▒▒▒▒▒▒▒▒▒▒▒▒▒▒▒▒ ▒ ▒▒▒ — [8, 395, 746, 411]
info-genre: Industrial — [506, 769, 579, 784]
track-row-10-number: 10 — [51, 1058, 66, 1074]
track-row-10-title: k-zectoraudio — [87, 1058, 182, 1074]
info-ripper-label: Ripper — [123, 769, 167, 784]
release-info-line: essential feelings, in composed and distorted melodies. — [51, 1262, 449, 1278]
logo-line: ▒▒▒▒▒▒▒▒▒▒▒▒▒▒▒▒▒▒▒▒▒ ▒▒▒▒▒▒▒▒▒▒▒▒▒▒▒▒▒▒▒▒▒▒▒▒▒▒▒▒▒▒▒▒▒▒▒▒▒▒▒▒▒▒▒▒▒▒▒ ▒▒▒ — [8, 383, 760, 399]
logo-line: ▒▒▒▒▒▒▒▒▒▒▒▒▒▒▒▒▒▒▒▒▒▒▒▒ ▒▒▒▒▒▒▒▒ ▒▒▒▒ ▒▒▒▒▒▒ ▒▒▒▒ ▒▒▒▒▒ ▒▒▒▒ ▒▒▒▒ — [8, 540, 789, 556]
logo-line: ▒▒▒▒ ▒ ▒▒ ▒▒▒▒▒▒▒▒▒▒▒▒▒▒▒▒▒▒▒▒▒▒▒▒▒▒▒▒▒▒▒▒▒▒▒▒▒▒▒▒▒▒▒▒▒▒▒▒▒▒▒▒▒▒▒▒▒▒▒▒▒▒▒▒▒▒▒▒▒▒▒ — [8, 323, 803, 339]
track-row-01-number: 01 — [51, 949, 66, 965]
info-release-date: 16-10-2006 — [506, 781, 579, 797]
logo-line: ▒▒▒▒▒▒▒▒▒▒▒▒▒▒▒▒▒▒▒▒▒▒▒▒▒ ▒▒▒▒▒▒▒▒▒ ▒▒▒ ▒▒▒▒▒▒ ▒▒▒▒ ▒▒▒▒ ▒▒▒ ▒▒▒ — [8, 528, 803, 544]
logo-line: ▒▒▒▒▒▒▒▒▒▒▒▒▒▒▒▒▒▒▒▒▒▒▒▒ ▒▒▒▒▒▒▒▒▒ ▒▒▒▒ ▒▒▒▒▒▒ ▒▒▒▒▒ ▒▒▒▒ ▒▒▒▒▒▒▒▒▒▒ — [8, 552, 811, 568]
logo-line: ▒▒▒▒▒▒▒▒▒▒▒▒▒▒▒▒▒▒▒▒▒ ▒ ▒ ▒▒▒▒ ▒▒▒▒ ▒▒▒▒▒ ▒▒▒▒▒▒ ▒▒▒▒▒▒▒ ▒▒▒▒ ▒▒▒▒ ▒▒▒▒ ▒▒▒▒▒▒▒ ▒▒▒▒ ▒▒▒▒ — [8, 576, 774, 592]
track-row-02-time: (07:26) — [542, 961, 594, 977]
track-row-05-title: momentum — [87, 997, 146, 1013]
info-url-label: Url — [123, 841, 146, 857]
logo-line: ▒▒▒▒ ▒▒▒▒▒▒▒▒▒▒▒▒▒▒▒▒▒▒▒▒▒ ▒▒▒ ▒▒▒▒▒▒▒ ▒▒▒▒▒▒▒▒▒▒▒▒▒ — [8, 166, 500, 182]
release-info-line: music. It's composed of several influences that goes from "Power Noise" to the most — [51, 1250, 652, 1266]
track-row-09-time: (06:01) — [542, 1046, 594, 1062]
logo-line: ▒ ▒▒▒▒▒▒▒▒▒▒▒▒▒▒▒▒▒▒▒▒▒▒▒▒▒▒ ▒▒ — [8, 46, 550, 62]
info-label: NEIN Records — [232, 829, 319, 845]
logo-line: ▒▒▒▒▒▒▒▒▒▒▒▒▒▒▒▒▒▒▒▒▒▒▒ ▒▒▒▒ ▒▒▒▒▒▒▒▒▒▒ ▒▒▒▒▒▒▒▒▒▒ ▒▒▒▒▒▒ ▒▒▒▒▒ ▒▒▒▒▒▒▒▒▒▒▒ ▒▒▒▒▒▒▒▒▒▒ ▒▒▒▒ ▒▒▒▒ — [8, 600, 782, 616]
info-catalog: RAID 007 — [506, 829, 565, 845]
logo-line: ▒▒▒▒▒▒▒▒▒▒▒▒▒▒▒▒▒▒▒▒▒▒▒ ▒▒▒▒▒▒▒▒▒▒▒▒▒▒▒▒▒▒▒▒▒▒▒▒▒▒▒▒▒▒▒▒▒▒▒▒▒ ▒▒▒▒ — [8, 419, 695, 435]
logo-line: ▒ ▒ ▒▒▒▒▒ ▒▒▒▒ ▒▒▒▒▒▒▒▒▒▒▒▒▒▒▒▒▒▒▒▒▒▒▒▒▒▒▒▒▒▒▒▒▒▒▒▒▒▒▒▒▒▒▒▒▒▒▒▒▒▒▒▒▒▒▒ — [8, 359, 767, 375]
logo-line: ▒▒▒▒ ▒ ▒▒▒▒▒▒▒▒▒▒▒▒▒▒▒▒▒▒▒▒▒▒▒▒▒▒▒▒▒▒▒▒▒▒▒▒▒▒▒▒▒▒▒▒▒▒▒▒▒▒▒▒▒▒▒▒▒▒▒▒▒▒▒▒▒▒▒▒▒▒▒▒▒▒▒▒▒ — [8, 311, 811, 327]
track-row-03-time: (05:14) — [542, 973, 594, 989]
track-row-09-title: organik — [87, 1046, 139, 1062]
info-type: Album — [232, 805, 269, 821]
info-quality-label: Quality — [391, 817, 442, 833]
info-source-label: Source — [123, 793, 167, 809]
info-source: CDDA — [232, 793, 261, 809]
logo-line: ▒ ▒▒▒▒▒▒▒▒▒ ▒▒▒▒▒▒▒▒▒▒▒ ▒▒▒▒▒▒▒▒ ▒▒▒ ▒▒▒▒▒▒ ▒▒▒▒▒▒ ▒▒▒▒▒▒▒▒▒▒▒▒▒▒▒ ▒▒▒▒▒▒▒▒▒▒▒▒▒ — [8, 564, 796, 580]
release-info-line: and intense art narrations, he focused on what the wanted to do the most; enjoying and having — [51, 1323, 724, 1339]
info-encoder-label: Encoder — [123, 817, 175, 833]
logo-line: ▒▒▒▒▒▒▒ ▒ ▒▒▒▒ ▒ ▒ ▒ ▒▒▒▒▒ ▒ ▒▒ ▒▒▒▒▒▒▒▒▒▒▒▒▒▒▒▒▒▒▒▒▒▒▒▒ ▒▒▒▒▒▒▒▒▒▒▒▒▒▒▒▒▒▒▒▒▒▒▒▒ — [8, 250, 767, 266]
track-row-04-time: (06:09) — [542, 985, 594, 1001]
info-ripper: D2H Army — [232, 769, 290, 784]
logo-line: ▒▒▒▒▒▒▒▒▒▒▒▒ — [8, 672, 95, 688]
greetings-title: Greetings to : — [289, 1720, 391, 1736]
info-release-date-label: Release Date — [391, 781, 478, 797]
logo-line: ▒▒▒▒▒▒▒▒▒▒▒▒▒▒▒▒▒▒▒▒▒▒▒▒▒▒▒▒▒▒▒▒▒▒▒▒ ▒▒▒▒▒▒▒▒▒▒ — [8, 118, 536, 134]
closing-line: very long and full of disappointments about some *friends* and other stuff. Props goes to — [29, 1576, 673, 1592]
logo-line: ▒▒▒ ▒▒▒▒▒▒▒▒▒▒ ▒ ▒▒ ▒ ▒▒▒ ▒ ▒▒▒▒ ▒▒▒▒▒▒▒▒▒▒▒▒▒▒▒▒▒▒▒ ▒▒▒▒▒▒▒▒▒▒▒▒▒▒▒▒▒▒▒▒▒ — [8, 238, 753, 254]
closing-line: listen , enjoy and dont forget to LOVE AND RESPECT YOUR FRIENDS AND LET YOUR ENEMIES DIE2HELL. — [29, 1600, 709, 1616]
track-row-05-number: 05 — [51, 997, 66, 1013]
track-row-02-title: guia-zkull — [87, 961, 160, 977]
info-quality: VBRkbps/44.1kHz/Joint-Stereo — [506, 817, 709, 833]
release-info-line: Ultra complex and intense sounding cd. A mix of industrial and power electronics. Are you — [51, 1431, 695, 1447]
group-tag-right: D2H — [600, 720, 623, 736]
info-encoder: Lame 3.90.3 — [232, 817, 312, 833]
logo-line: ▒▒▒ ▒ ▒▒▒▒ ▒ ▒▒▒▒▒▒▒▒▒▒▒▒▒▒▒▒▒▒▒▒▒▒▒▒▒▒▒▒▒▒▒▒▒▒▒▒▒▒▒▒▒▒▒▒▒▒▒▒▒▒▒▒▒▒▒▒▒▒▒▒▒▒▒▒▒▒▒▒▒▒▒▒▒▒▒▒▒ — [8, 287, 796, 303]
track-row-10-time: (08:00) — [542, 1058, 594, 1074]
tracklist-header-time: Track Time — [578, 925, 652, 941]
logo-line: ▒▒▒ ▒ ▒ ▒▒▒ ▒▒▒ ▒▒▒▒▒▒▒▒▒ ▒▒▒▒▒▒▒▒▒▒▒▒▒▒▒▒▒▒▒▒▒▒▒▒▒▒▒▒▒▒▒▒▒▒▒▒▒▒▒▒▒▒▒▒▒▒▒▒▒▒▒▒▒▒▒ — [8, 347, 789, 363]
logo-line: ▒▒▒▒▒▒▒▒▒▒▒▒▒▒▒▒▒▒▒▒▒▒▒▒▒▒▒▒▒▒▒ ▒▒▒▒ — [8, 58, 558, 74]
release-info-line: N+Z (Fco. Alejandro Maldonado M.) is a very young musician who started playing with cheap — [51, 1166, 695, 1182]
release-info-line: to interpret melodies that can get to the mind but also to the heart. — [51, 1407, 550, 1423]
totals-value: 98,2 MB / 66:56 min — [549, 1082, 688, 1098]
logo-line: ▒ ▒▒▒▒▒▒▒▒▒▒▒▒▒▒▒▒▒▒▒▒ — [8, 516, 240, 532]
header-banner: (c) 2006-2025 MP3 NFO Database [nfodb.ru] — [319, 0, 617, 13]
track-row-06-title: noir tag — [87, 1009, 146, 1025]
logo-line: ▒▒▒▒▒▒▒▒▒▒▒▒▒▒▒▒▒▒▒▒ ▒▒▒▒▒▒▒▒▒▒▒▒▒ ▒▒▒▒▒▒▒▒ ▒▒▒▒ ▒▒▒▒▒▒▒▒▒▒▒▒ ▒▒▒▒ ▒▒▒▒▒▒▒▒▒ ▒▒▒▒ ▒▒▒▒▒▒▒▒ ▒▒▒▒▒▒▒▒ — [8, 636, 789, 652]
logo-line: ▒▒▒▒▒▒▒▒▒▒▒▒▒▒▒▒▒▒▒▒▒▒ ▒▒▒▒▒▒▒▒▒▒▒▒▒▒▒▒▒▒▒▒▒▒▒▒▒▒▒▒▒▒▒▒▒▒▒▒▒▒▒▒▒ ▒▒ ▒ — [8, 407, 717, 423]
track-row-08-time: (04:50) — [542, 1034, 594, 1050]
release-info-line: he tries to express that not only in traditional music, but also in this kind it's possible — [51, 1395, 709, 1411]
closing-line: those who continue to support us even through hard times, you know who you are :). So, — [29, 1588, 652, 1604]
release-info-label: R E L E A S E I N F O — [260, 1130, 428, 1146]
track-row-03-title: immortal — [87, 973, 146, 989]
info-tracks-label: Tracks — [391, 805, 435, 821]
tracklist-header-track: Track — [44, 925, 81, 941]
support-text: Do you like this release ? Support artists and buy it as we did !!! — [116, 1684, 608, 1700]
logo-line: ▒▒▒▒▒▒▒▒▒▒▒▒▒▒▒▒▒▒▒▒▒▒▒▒▒▒▒▒▒▒▒▒▒▒▒▒▒ ▒▒▒▒▒▒▒▒▒ — [8, 106, 543, 122]
track-row-02-number: 02 — [51, 961, 66, 977]
